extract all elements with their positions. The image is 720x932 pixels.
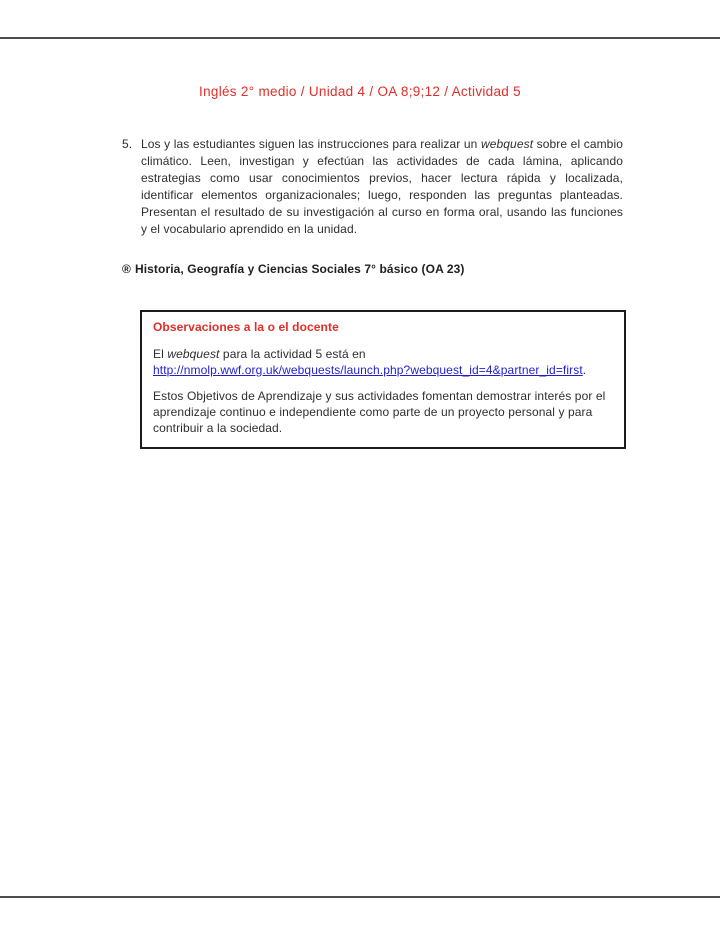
webquest-location-sentence <box>153 346 613 378</box>
objectives-note: Estos Objetivos de Aprendizaje y sus actividades fomentan demostrar interés por el aprendizaje continuo e independiente como parte de un proyecto personal y para contribuir a la sociedad. <box>153 389 606 435</box>
webquest-link[interactable]: http://nmolp.wwf.org.uk/webquests/launch.php?webquest_id=4&partner_id=first <box>153 363 583 377</box>
activity-number: 5. <box>122 137 133 151</box>
intro-prefix: El <box>153 347 168 361</box>
activity-description <box>141 136 623 238</box>
interdisciplinary-reference <box>122 262 464 276</box>
activity-italic-term: webquest <box>480 137 534 151</box>
activity-text-end: sobre el cambio climático. Leen, investigan y efectúan las actividades de cada lámina, aplicando estrategias como usar conocimientos previos, hacer lectura rápida y localizada, identificar elementos organizacionales; luego, responden las preguntas planteadas. Presentan el resultado de su investigación al curso en forma oral, usando las funciones y el vocabulario aprendido en la unidad. <box>141 137 623 236</box>
teacher-observations-box <box>140 310 626 449</box>
activity-item <box>122 136 623 238</box>
link-trailing-period: . <box>582 363 587 377</box>
intro-suffix: para la actividad 5 está en <box>219 347 366 361</box>
page-title: Inglés 2° medio / Unidad 4 / OA 8;9;12 / Actividad 5 <box>199 84 521 99</box>
registered-mark-icon: ® <box>122 262 131 276</box>
interdisciplinary-reference-text: Historia, Geografía y Ciencias Sociales 7° básico (OA 23) <box>134 262 465 276</box>
page-top-border-line <box>0 37 720 39</box>
observations-heading: Observaciones a la o el docente <box>153 320 339 334</box>
activity-text-start: Los y las estudiantes siguen las instrucciones para realizar un <box>141 137 481 151</box>
page-bottom-border-line <box>0 896 720 898</box>
intro-italic-term: webquest <box>167 347 220 361</box>
